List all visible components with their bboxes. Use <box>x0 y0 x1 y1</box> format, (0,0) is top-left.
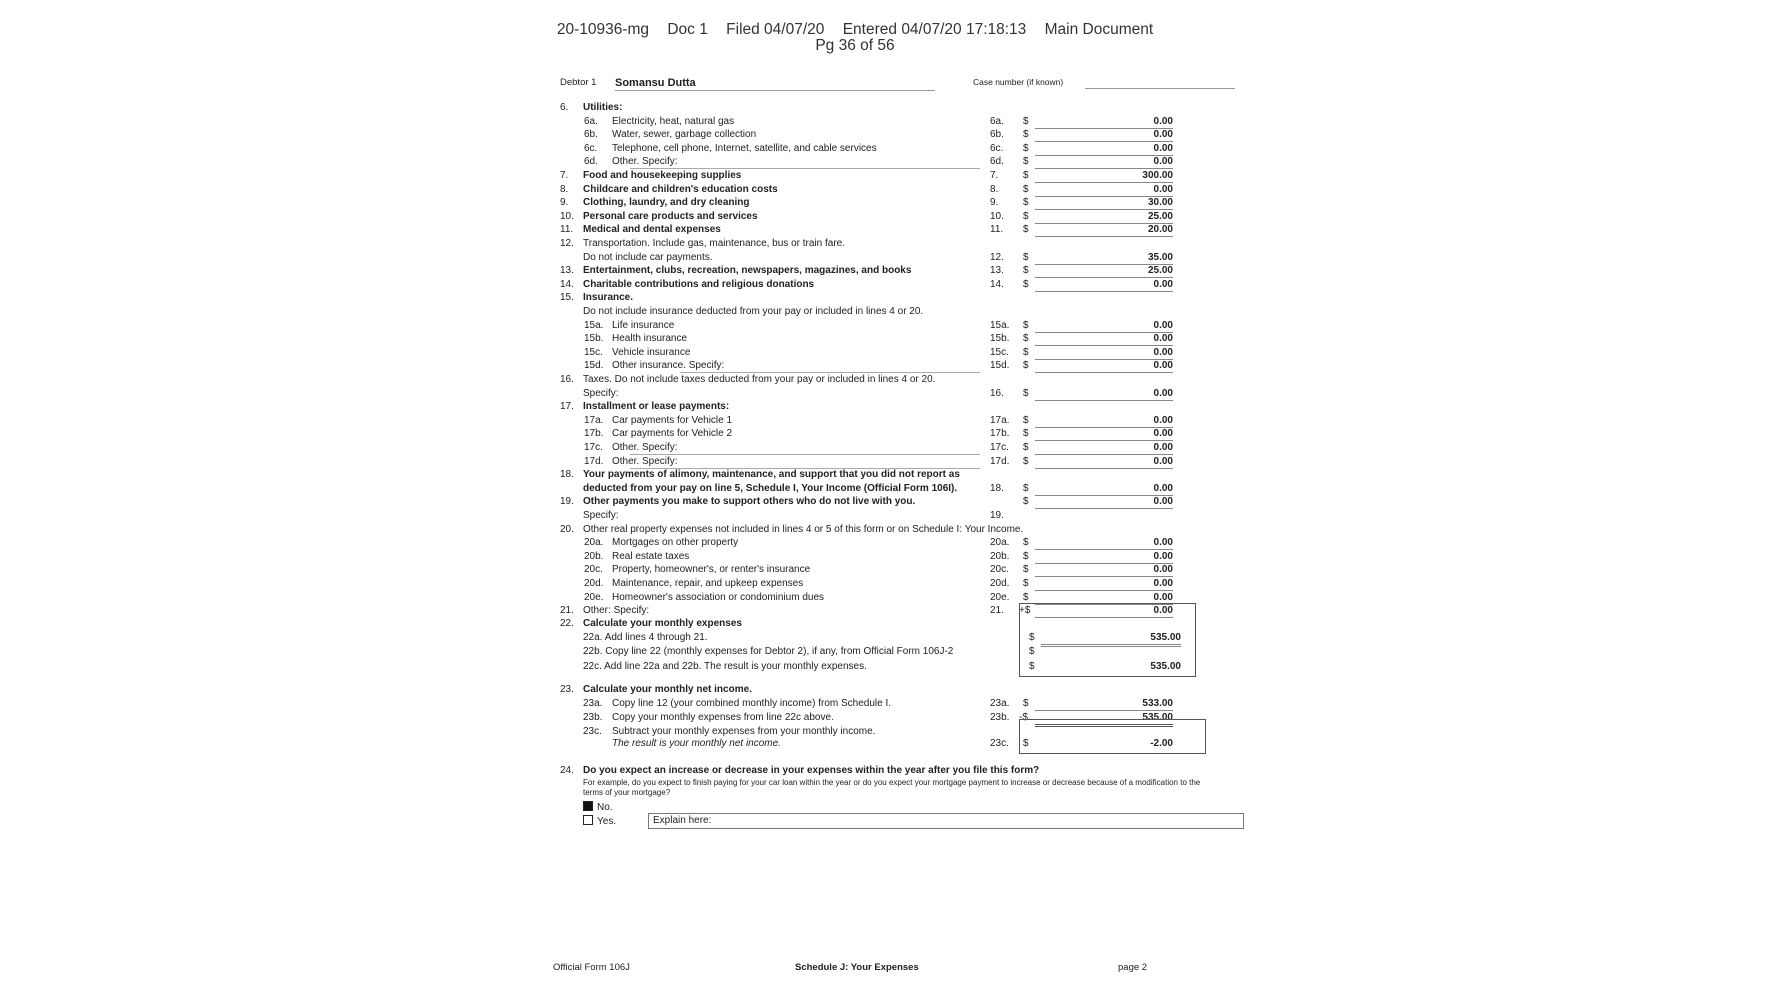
line-amount: 0.00 <box>1035 116 1173 129</box>
line-code: 15b. <box>990 333 1010 345</box>
case-id: 20-10936-mg <box>556 21 650 38</box>
line-description: Transportation. Include gas, maintenance, bus or train fare. <box>583 238 845 249</box>
dollar-sign: $ <box>1023 550 1029 562</box>
expense-line-row <box>505 551 1205 564</box>
line-22c-amount: 535.00 <box>1150 661 1181 672</box>
line-number: 7. <box>560 170 569 181</box>
line-number: 17. <box>560 401 574 413</box>
expense-line-row <box>505 170 1205 183</box>
dollar-sign: $ <box>1023 537 1029 549</box>
sub-line-number: 17a. <box>584 414 604 426</box>
line-code: 16. <box>990 387 1004 399</box>
sub-line-number: 20e. <box>584 591 604 603</box>
line-description: deducted from your pay on line 5, Schedule I, Your Income (Official Form 106I). <box>583 482 958 494</box>
line-description: Insurance. <box>583 292 634 304</box>
line-description: Taxes. Do not include taxes deducted from your pay or included in lines 4 or 20. <box>583 374 936 385</box>
line-amount: 0.00 <box>1035 442 1173 455</box>
expense-line-row <box>505 156 1205 169</box>
case-number-label: Case number (if known) <box>973 77 1064 87</box>
line-number: 16. <box>560 374 574 385</box>
expense-line-row <box>505 238 1205 251</box>
sub-line-number: 15b. <box>584 333 604 345</box>
expense-line-row <box>505 347 1205 360</box>
line-number: 10. <box>560 210 574 222</box>
debtor-name: Somansu Dutta <box>615 77 935 91</box>
expense-line-row <box>505 252 1205 265</box>
line-description: Other. Specify: <box>612 455 678 467</box>
expense-line-row <box>505 401 1205 414</box>
line-amount: 0.00 <box>1035 564 1173 577</box>
line-description: Installment or lease payments: <box>583 401 730 413</box>
line-amount: 0.00 <box>1035 605 1173 618</box>
dollar-sign: $ <box>1029 632 1035 643</box>
expense-line-row <box>505 496 1205 509</box>
expense-line-row <box>505 265 1205 278</box>
dollar-sign: $ <box>1023 496 1029 508</box>
sub-line-number: 20d. <box>584 578 604 589</box>
line-description: Do not include insurance deducted from your pay or included in lines 4 or 20. <box>583 306 924 317</box>
dollar-sign: $ <box>1023 224 1029 236</box>
line-code: 10. <box>990 210 1004 222</box>
line-number: 13. <box>560 265 574 277</box>
sub-line-number: 15a. <box>584 319 604 331</box>
line-number: 23. <box>560 684 574 695</box>
dollar-sign: $ <box>1023 210 1029 222</box>
dollar-sign: $ <box>1029 661 1035 672</box>
line-amount: 25.00 <box>1035 211 1173 224</box>
line-description: Car payments for Vehicle 2 <box>612 428 733 440</box>
line-code: 6d. <box>990 156 1004 168</box>
expense-line-row <box>505 320 1205 333</box>
line-24-question-text: Do you expect an increase or decrease in your expenses within the year after you file this form? <box>583 765 1040 776</box>
sub-number: 23b. <box>583 712 603 723</box>
line-amount: 0.00 <box>1035 428 1173 441</box>
dollar-sign: $ <box>1023 170 1029 181</box>
sub-line-number: 17d. <box>584 455 604 467</box>
line-number: 12. <box>560 238 574 249</box>
dollar-sign: $ <box>1023 115 1029 127</box>
line-amount: 0.00 <box>1035 578 1173 591</box>
dollar-sign: +$ <box>1019 605 1031 617</box>
line-24-hint: For example, do you expect to finish paying for your car loan within the year or do you expect your mortgage payment to increase or decrease because of a modification to the terms of your mortgage? <box>583 778 1201 797</box>
doc-number: Doc 1 <box>667 21 708 38</box>
line-code: 17a. <box>990 414 1010 426</box>
no-label: No. <box>597 802 613 813</box>
line-description: Food and housekeeping supplies <box>583 170 742 181</box>
line-23c-row-2 <box>505 738 1205 751</box>
line-code: 6a. <box>990 115 1004 127</box>
line-23a-row <box>505 698 1205 711</box>
line-description: Utilities: <box>583 102 623 113</box>
expense-line-row <box>505 388 1205 401</box>
footer-title: Schedule J: Your Expenses <box>795 962 919 973</box>
line-description: Other: Specify: <box>583 605 650 617</box>
dollar-sign: $ <box>1023 442 1029 453</box>
line-number: 9. <box>560 197 569 209</box>
yes-label: Yes. <box>597 816 617 827</box>
line-code: 20b. <box>990 550 1010 562</box>
line-22b-row <box>505 646 1205 659</box>
sub-line-number: 6d. <box>584 156 598 168</box>
line-description: Entertainment, clubs, recreation, newspapers, magazines, and books <box>583 265 912 277</box>
dollar-sign: $ <box>1023 360 1029 372</box>
expense-line-row <box>505 537 1205 550</box>
case-number-field <box>1085 88 1235 89</box>
line-description: Vehicle insurance <box>612 346 691 358</box>
line-amount: 0.00 <box>1035 388 1173 401</box>
line-number: 22. <box>560 618 574 629</box>
option-no[interactable] <box>583 801 613 813</box>
expense-line-row <box>505 415 1205 428</box>
expense-line-row <box>505 102 1205 115</box>
explain-field[interactable] <box>648 813 1244 829</box>
dollar-sign: $ <box>1023 428 1029 440</box>
dollar-sign: $ <box>1023 698 1029 709</box>
expense-line-row <box>505 224 1205 237</box>
line-23a-amount: 533.00 <box>1035 698 1173 711</box>
line-description: Maintenance, repair, and upkeep expenses <box>612 578 804 589</box>
dollar-sign: $ <box>1023 251 1029 263</box>
expense-line-row <box>505 306 1205 319</box>
line-amount: 0.00 <box>1035 347 1173 360</box>
line-number: 24. <box>560 765 574 776</box>
line-code: 20e. <box>990 591 1010 603</box>
expense-line-row <box>505 279 1205 292</box>
sub-line-number: 15d. <box>584 360 604 372</box>
expense-line-row <box>505 211 1205 224</box>
line-code: 7. <box>990 170 999 181</box>
line-code: 13. <box>990 265 1004 277</box>
line-number: 18. <box>560 469 574 481</box>
sub-line-number: 6a. <box>584 115 598 127</box>
expense-line-row <box>505 143 1205 156</box>
line-amount: 0.00 <box>1035 592 1173 605</box>
line-description: Electricity, heat, natural gas <box>612 115 735 127</box>
line-number: 11. <box>560 224 574 236</box>
line-23c-amount: -2.00 <box>1150 738 1173 749</box>
dollar-sign: $ <box>1023 183 1029 195</box>
dollar-sign: $ <box>1023 333 1029 345</box>
line-code: 8. <box>990 183 999 195</box>
line-23a-text: Copy line 12 (your combined monthly income) from Schedule I. <box>612 698 892 709</box>
sub-number: 23a. <box>583 698 603 709</box>
page-count: Pg 36 of 56 <box>815 37 895 54</box>
line-code: 11. <box>990 224 1004 236</box>
line-amount: 20.00 <box>1035 224 1173 237</box>
line-description: Specify: <box>583 387 619 399</box>
form-page <box>505 0 1280 1000</box>
line-description: Personal care products and services <box>583 210 758 222</box>
explain-label: Explain here: <box>653 815 712 826</box>
expense-line-row <box>505 116 1205 129</box>
sub-line-number: 6b. <box>584 129 598 141</box>
line-code: 9. <box>990 197 999 209</box>
expense-line-row <box>505 360 1205 373</box>
dollar-sign: $ <box>1023 346 1029 358</box>
option-yes[interactable] <box>583 815 616 827</box>
entered-date: Entered 04/07/20 17:18:13 <box>842 21 1027 38</box>
line-description: Specify: <box>583 510 619 521</box>
dollar-sign: -$ <box>1019 712 1028 723</box>
sub-line-number: 17c. <box>584 442 603 453</box>
expense-line-row <box>505 184 1205 197</box>
footer-page: page 2 <box>1118 962 1148 973</box>
line-code: 19. <box>990 510 1004 521</box>
dollar-sign: $ <box>1023 265 1029 277</box>
line-description: Other. Specify: <box>612 442 678 453</box>
line-description: Other real property expenses not included in lines 4 or 5 of this form or on Schedule I: Your Income. <box>583 523 1024 535</box>
line-code: 23c. <box>990 738 1009 749</box>
line-description: Childcare and children's education costs <box>583 183 778 195</box>
dollar-sign: $ <box>1023 319 1029 331</box>
line-code: 15c. <box>990 346 1009 358</box>
line-amount: 0.00 <box>1035 496 1173 509</box>
line-23b-desc: Copy your monthly expenses from line 22c above. <box>612 712 834 723</box>
debtor-label: Debtor 1 <box>560 77 597 88</box>
line-code: 6c. <box>990 142 1004 154</box>
line-amount: 0.00 <box>1035 537 1173 550</box>
line-description: Water, sewer, garbage collection <box>612 129 757 141</box>
yes-checkbox[interactable] <box>583 815 593 825</box>
line-description: Clothing, laundry, and dry cleaning <box>583 197 750 209</box>
line-amount: 0.00 <box>1035 156 1173 169</box>
sub-line-number: 6c. <box>584 142 598 154</box>
line-amount: 0.00 <box>1035 184 1173 197</box>
expense-line-row <box>505 524 1205 537</box>
dollar-sign: $ <box>1023 278 1029 290</box>
line-description: Real estate taxes <box>612 550 690 562</box>
line-22a-row <box>505 632 1205 645</box>
dollar-sign: $ <box>1023 564 1029 576</box>
line-description: Homeowner's association or condominium dues <box>612 591 825 603</box>
expense-line-row <box>505 129 1205 142</box>
no-checkbox[interactable] <box>583 801 593 811</box>
line-code: 12. <box>990 251 1004 263</box>
line-number: 6. <box>560 102 569 113</box>
line-code: 21. <box>990 605 1004 617</box>
dollar-sign: $ <box>1023 591 1029 603</box>
filed-date: Filed 04/07/20 <box>726 21 825 38</box>
dollar-sign: $ <box>1023 129 1029 141</box>
sub-line-number: 20c. <box>584 564 603 576</box>
footer-form-id: Official Form 106J <box>553 962 630 973</box>
expense-line-row <box>505 292 1205 305</box>
dollar-sign: $ <box>1023 414 1029 426</box>
line-description: Mortgages on other property <box>612 537 739 549</box>
line-code: 20a. <box>990 537 1010 549</box>
line-23c-desc1: Subtract your monthly expenses from your monthly income. <box>612 726 876 737</box>
line-code: 20d. <box>990 578 1010 589</box>
line-23-title: Calculate your monthly net income. <box>583 684 752 695</box>
line-description: Telephone, cell phone, Internet, satellite, and cable services <box>612 142 877 154</box>
line-description: Property, homeowner's, or renter's insurance <box>612 564 811 576</box>
line-description: Other insurance. Specify: <box>612 360 725 372</box>
line-22a-amount: 535.00 <box>1041 632 1181 645</box>
dollar-sign: $ <box>1023 578 1029 589</box>
dollar-sign: $ <box>1023 738 1029 749</box>
line-23b-amount: 535.00 <box>1035 712 1173 727</box>
line-amount: 0.00 <box>1035 320 1173 333</box>
expense-line-row <box>505 442 1205 455</box>
line-amount: 30.00 <box>1035 197 1173 210</box>
line-description: Your payments of alimony, maintenance, and support that you did not report as <box>583 469 960 481</box>
expense-line-row <box>505 578 1205 591</box>
line-amount: 0.00 <box>1035 143 1173 156</box>
line-code: 14. <box>990 278 1004 290</box>
main-document: Main Document <box>1044 21 1154 38</box>
line-description: Other payments you make to support others who do not live with you. <box>583 496 916 508</box>
expense-line-row <box>505 469 1205 482</box>
line-22-title: Calculate your monthly expenses <box>583 618 742 629</box>
dollar-sign: $ <box>1023 197 1029 209</box>
dollar-sign: $ <box>1029 646 1035 657</box>
line-code: 15a. <box>990 319 1010 331</box>
line-description: Health insurance <box>612 333 688 345</box>
line-amount: 0.00 <box>1035 456 1173 469</box>
line-description: Medical and dental expenses <box>583 224 721 236</box>
line-amount: 0.00 <box>1035 333 1173 346</box>
line-code: 20c. <box>990 564 1009 576</box>
line-code: 17d. <box>990 455 1010 467</box>
line-22c-desc: 22c. Add line 22a and 22b. The result is your monthly expenses. <box>583 661 867 672</box>
expense-line-row <box>505 197 1205 210</box>
dollar-sign: $ <box>1023 482 1029 494</box>
expense-line-row <box>505 374 1205 387</box>
sub-line-number: 17b. <box>584 428 604 440</box>
line-23-title-row <box>505 684 1205 697</box>
line-number: 21. <box>560 605 574 617</box>
expense-line-row <box>505 333 1205 346</box>
line-description: Car payments for Vehicle 1 <box>612 414 733 426</box>
expense-line-row <box>505 428 1205 441</box>
line-amount: 0.00 <box>1035 360 1173 373</box>
dollar-sign: $ <box>1023 142 1029 154</box>
court-filing-stamp <box>505 22 1205 54</box>
line-code: 15d. <box>990 360 1010 372</box>
line-23c-desc2: The result is your monthly net income. <box>612 738 781 749</box>
sub-line-number: 20b. <box>584 550 604 562</box>
line-22b-desc: 22b. Copy line 22 (monthly expenses for Debtor 2), if any, from Official Form 106J-2 <box>583 646 954 657</box>
line-description: Do not include car payments. <box>583 251 713 263</box>
dollar-sign: $ <box>1023 387 1029 399</box>
line-number: 15. <box>560 292 574 304</box>
sub-line-number: 15c. <box>584 346 603 358</box>
line-number: 8. <box>560 183 569 195</box>
line-code: 17b. <box>990 428 1010 440</box>
line-code: 18. <box>990 482 1004 494</box>
line-code: 17c. <box>990 442 1009 453</box>
line-number: 14. <box>560 278 574 290</box>
line-22b-amount <box>1041 646 1181 647</box>
line-amount: 0.00 <box>1035 279 1173 292</box>
line-code: 23a. <box>990 698 1010 709</box>
line-description: Life insurance <box>612 319 675 331</box>
expense-line-row <box>505 510 1205 523</box>
line-amount: 35.00 <box>1035 252 1173 265</box>
line-description: Charitable contributions and religious donations <box>583 278 815 290</box>
line-description: Other. Specify: <box>612 156 678 168</box>
expense-line-row <box>505 483 1205 496</box>
line-amount: 300.00 <box>1035 170 1173 183</box>
line-amount: 0.00 <box>1035 129 1173 142</box>
line-23a-desc <box>612 698 891 710</box>
line-code: 23b. <box>990 712 1010 723</box>
dollar-sign: $ <box>1023 156 1029 168</box>
line-22c-row <box>505 661 1205 674</box>
line-number: 19. <box>560 496 574 508</box>
line-code: 6b. <box>990 129 1004 141</box>
sub-line-number: 20a. <box>584 537 604 549</box>
line-amount: 25.00 <box>1035 265 1173 278</box>
line-amount: 0.00 <box>1035 483 1173 496</box>
line-number: 20. <box>560 523 574 535</box>
sub-number: 23c. <box>583 726 602 737</box>
dollar-sign: $ <box>1023 455 1029 467</box>
line-22a-desc: 22a. Add lines 4 through 21. <box>583 632 708 643</box>
line-amount: 0.00 <box>1035 551 1173 564</box>
expense-line-row <box>505 456 1205 469</box>
expense-line-row <box>505 564 1205 577</box>
line-amount: 0.00 <box>1035 415 1173 428</box>
